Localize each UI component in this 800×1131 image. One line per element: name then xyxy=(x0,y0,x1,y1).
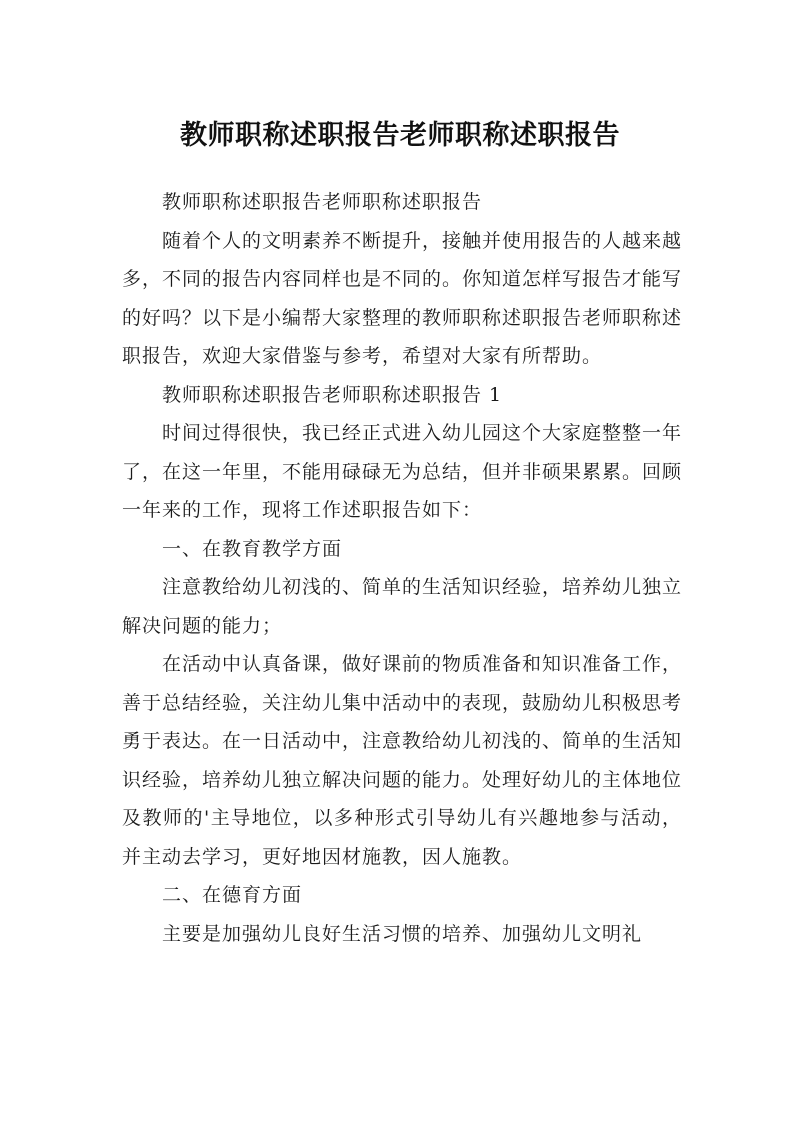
section-heading-report-1: 教师职称述职报告老师职称述职报告 1 xyxy=(162,383,503,406)
paragraph-moral-1: 主要是加强幼儿良好生活习惯的培养、加强幼儿文明礼 xyxy=(162,922,643,945)
paragraph-teaching-2: 在活动中认真备课，做好课前的物质准备和知识准备工作，善于总结经验，关注幼儿集中活动中的表现，鼓励幼儿积极思考勇于表达。在一日活动中，注意教给幼儿初浅的、简单的生活知识经验，培养幼儿独立解决问题的能力。处理好幼儿的主体地位及教师的'主导地位，以多种形式引导幼儿有兴趣地参与活动，并主动去学习，更好地因材施教，因人施教。 xyxy=(122,653,683,868)
paragraph-intro: 随着个人的文明素养不断提升，接触并使用报告的人越来越多，不同的报告内容同样也是不同的。你知道怎样写报告才能写的好吗？以下是小编帮大家整理的教师职称述职报告老师职称述职报告，欢迎大家借鉴与参考，希望对大家有所帮助。 xyxy=(122,229,683,367)
section-heading-teaching: 一、在教育教学方面 xyxy=(162,537,343,560)
section-heading-moral: 二、在德育方面 xyxy=(162,884,303,906)
paragraph-teaching-1: 注意教给幼儿初浅的、简单的生活知识经验，培养幼儿独立解决问题的能力； xyxy=(122,576,683,637)
paragraph-opening: 时间过得很快，我已经正式进入幼儿园这个大家庭整整一年了，在这一年里，不能用碌碌无为总结，但并非硕果累累。回顾一年来的工作，现将工作述职报告如下： xyxy=(122,422,683,521)
document-body xyxy=(122,183,682,953)
document-title: 教师职称述职报告老师职称述职报告 xyxy=(180,120,620,152)
paragraph-subtitle: 教师职称述职报告老师职称述职报告 xyxy=(162,191,483,213)
